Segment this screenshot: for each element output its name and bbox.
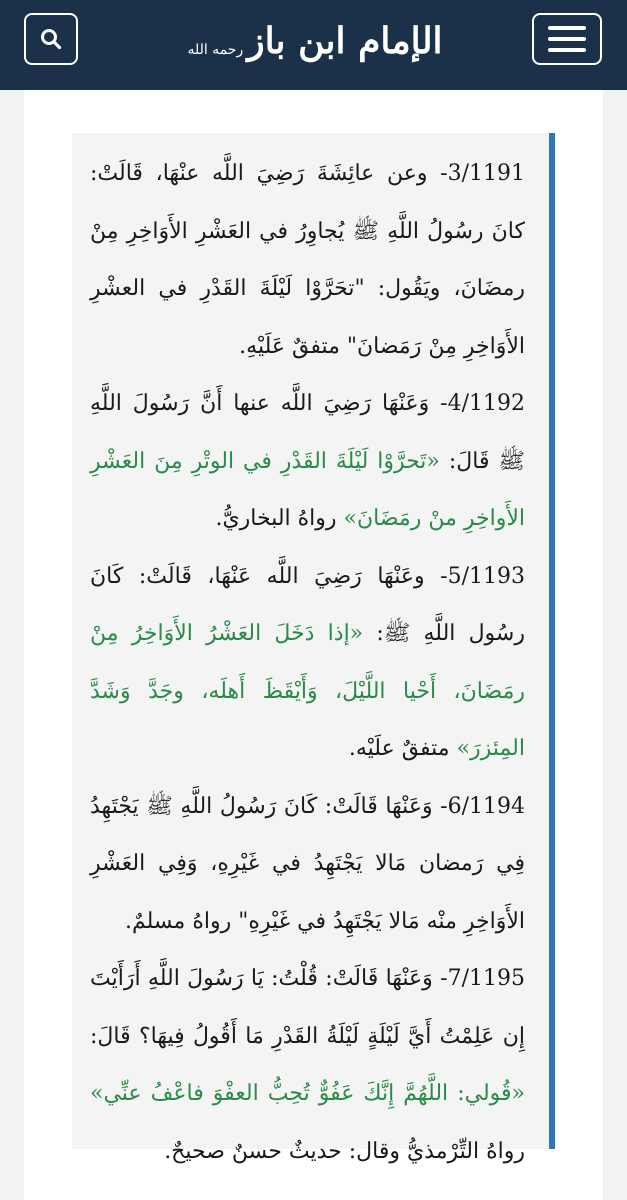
hamburger-menu-icon: [548, 26, 586, 30]
hadith-text: 3/1191- وعن عائِشَةَ رَضِيَ اللَّه عنْهَا، قَالَتْ: كانَ رسُولُ اللَّهِ ﷺ يُجاوِرُ في العَشْرِ الأَوَاخِرِ مِنْ رمضَانَ، ويَقُول: "تحَرَّوْا لَيْلَةَ القَدْرِ في العشْرِ الأَوَاخِرِ مِنْ رَمَضانَ" متفقٌ عَلَيْهِ.: [90, 161, 525, 359]
hadith-text: 4/1192- وَعَنْهَا رَضِيَ اللَّه عنها أَنَّ رَسُولَ اللَّهِ ﷺ قَالَ:: [90, 391, 525, 474]
hadith-quote: «إذا دَخَلَ العَشْرُ الأَوَاخِرُ مِنْ رمَضَانَ، أَحْيا اللَّيْلَ، وَأَيْقَظَ أَهلَه، وجَدَّ وَشَدَّ المِئزرَ»: [90, 621, 525, 761]
hadith-1193: [90, 548, 525, 778]
search-button[interactable]: [24, 13, 78, 65]
hadith-text: 5/1193- وعَنْهَا رَضِيَ اللَّه عَنْهَا، قَالَتْ: كَانَ رسُول اللَّهِ ﷺ:: [90, 563, 525, 646]
hadith-quote: «قُولي: اللَّهُمَّ إِنَّكَ عَفُوٌّ تُحِبُّ العفْوَ فاعْفُ عنِّي»: [90, 1081, 525, 1106]
hamburger-menu-icon-bar: [548, 37, 586, 41]
hadith-quote-box: [72, 133, 555, 1164]
menu-button[interactable]: [532, 13, 602, 65]
hadith-source: رواهُ البخاريُّ.: [215, 506, 344, 531]
hadith-1192: [90, 375, 525, 548]
hadith-text-block: [72, 133, 549, 1180]
hadith-quote: «تَحرَّوْا لَيْلَةَ القَدْرِ في الوتْرِ مِنَ العَشْرِ الأَواخِرِ منْ رمَضَانَ»: [90, 448, 525, 531]
search-icon: [40, 28, 62, 50]
content-card: [24, 90, 603, 1200]
logo-honorific: رحمه الله: [187, 42, 244, 58]
hadith-1191: [90, 145, 525, 375]
hadith-source: رواهُ التِّرْمذيُّ وقال: حديثٌ حسنٌ صحيحٌ.: [164, 1138, 525, 1164]
top-navigation-bar: [0, 0, 627, 90]
hadith-1194: [90, 778, 525, 951]
hadith-1195: [90, 950, 525, 1180]
hadith-text: 6/1194- وَعَنْهَا قَالَتْ: كَانَ رَسُولُ اللَّهِ ﷺ يَجْتَهِدُ فِي رَمضان مَالا يَجْتَهِدُ في غَيْرِهِ، وَفِي العَشْرِ الأَوَاخِرِ منْه مَالا يَجْتَهِدُ في غَيْرِهِ" رواهُ مسلمٌ.: [90, 793, 525, 934]
site-logo[interactable]: [187, 8, 443, 74]
logo-text: الإمام ابن باز: [247, 20, 443, 62]
hamburger-menu-icon-bar: [548, 48, 586, 52]
hadith-source: متفقٌ علَيْه.: [348, 736, 457, 761]
hadith-text: 7/1195- وَعَنْهَا قَالَتْ: قُلْتُ: يَا رَسُولَ اللَّهِ أَرَأَيْتَ إِن عَلِمْتُ أَيَّ لَيْلَةٍ لَيْلَةُ القَدْرِ مَا أَقُولُ فِيهَا؟ قَالَ:: [90, 966, 526, 1049]
